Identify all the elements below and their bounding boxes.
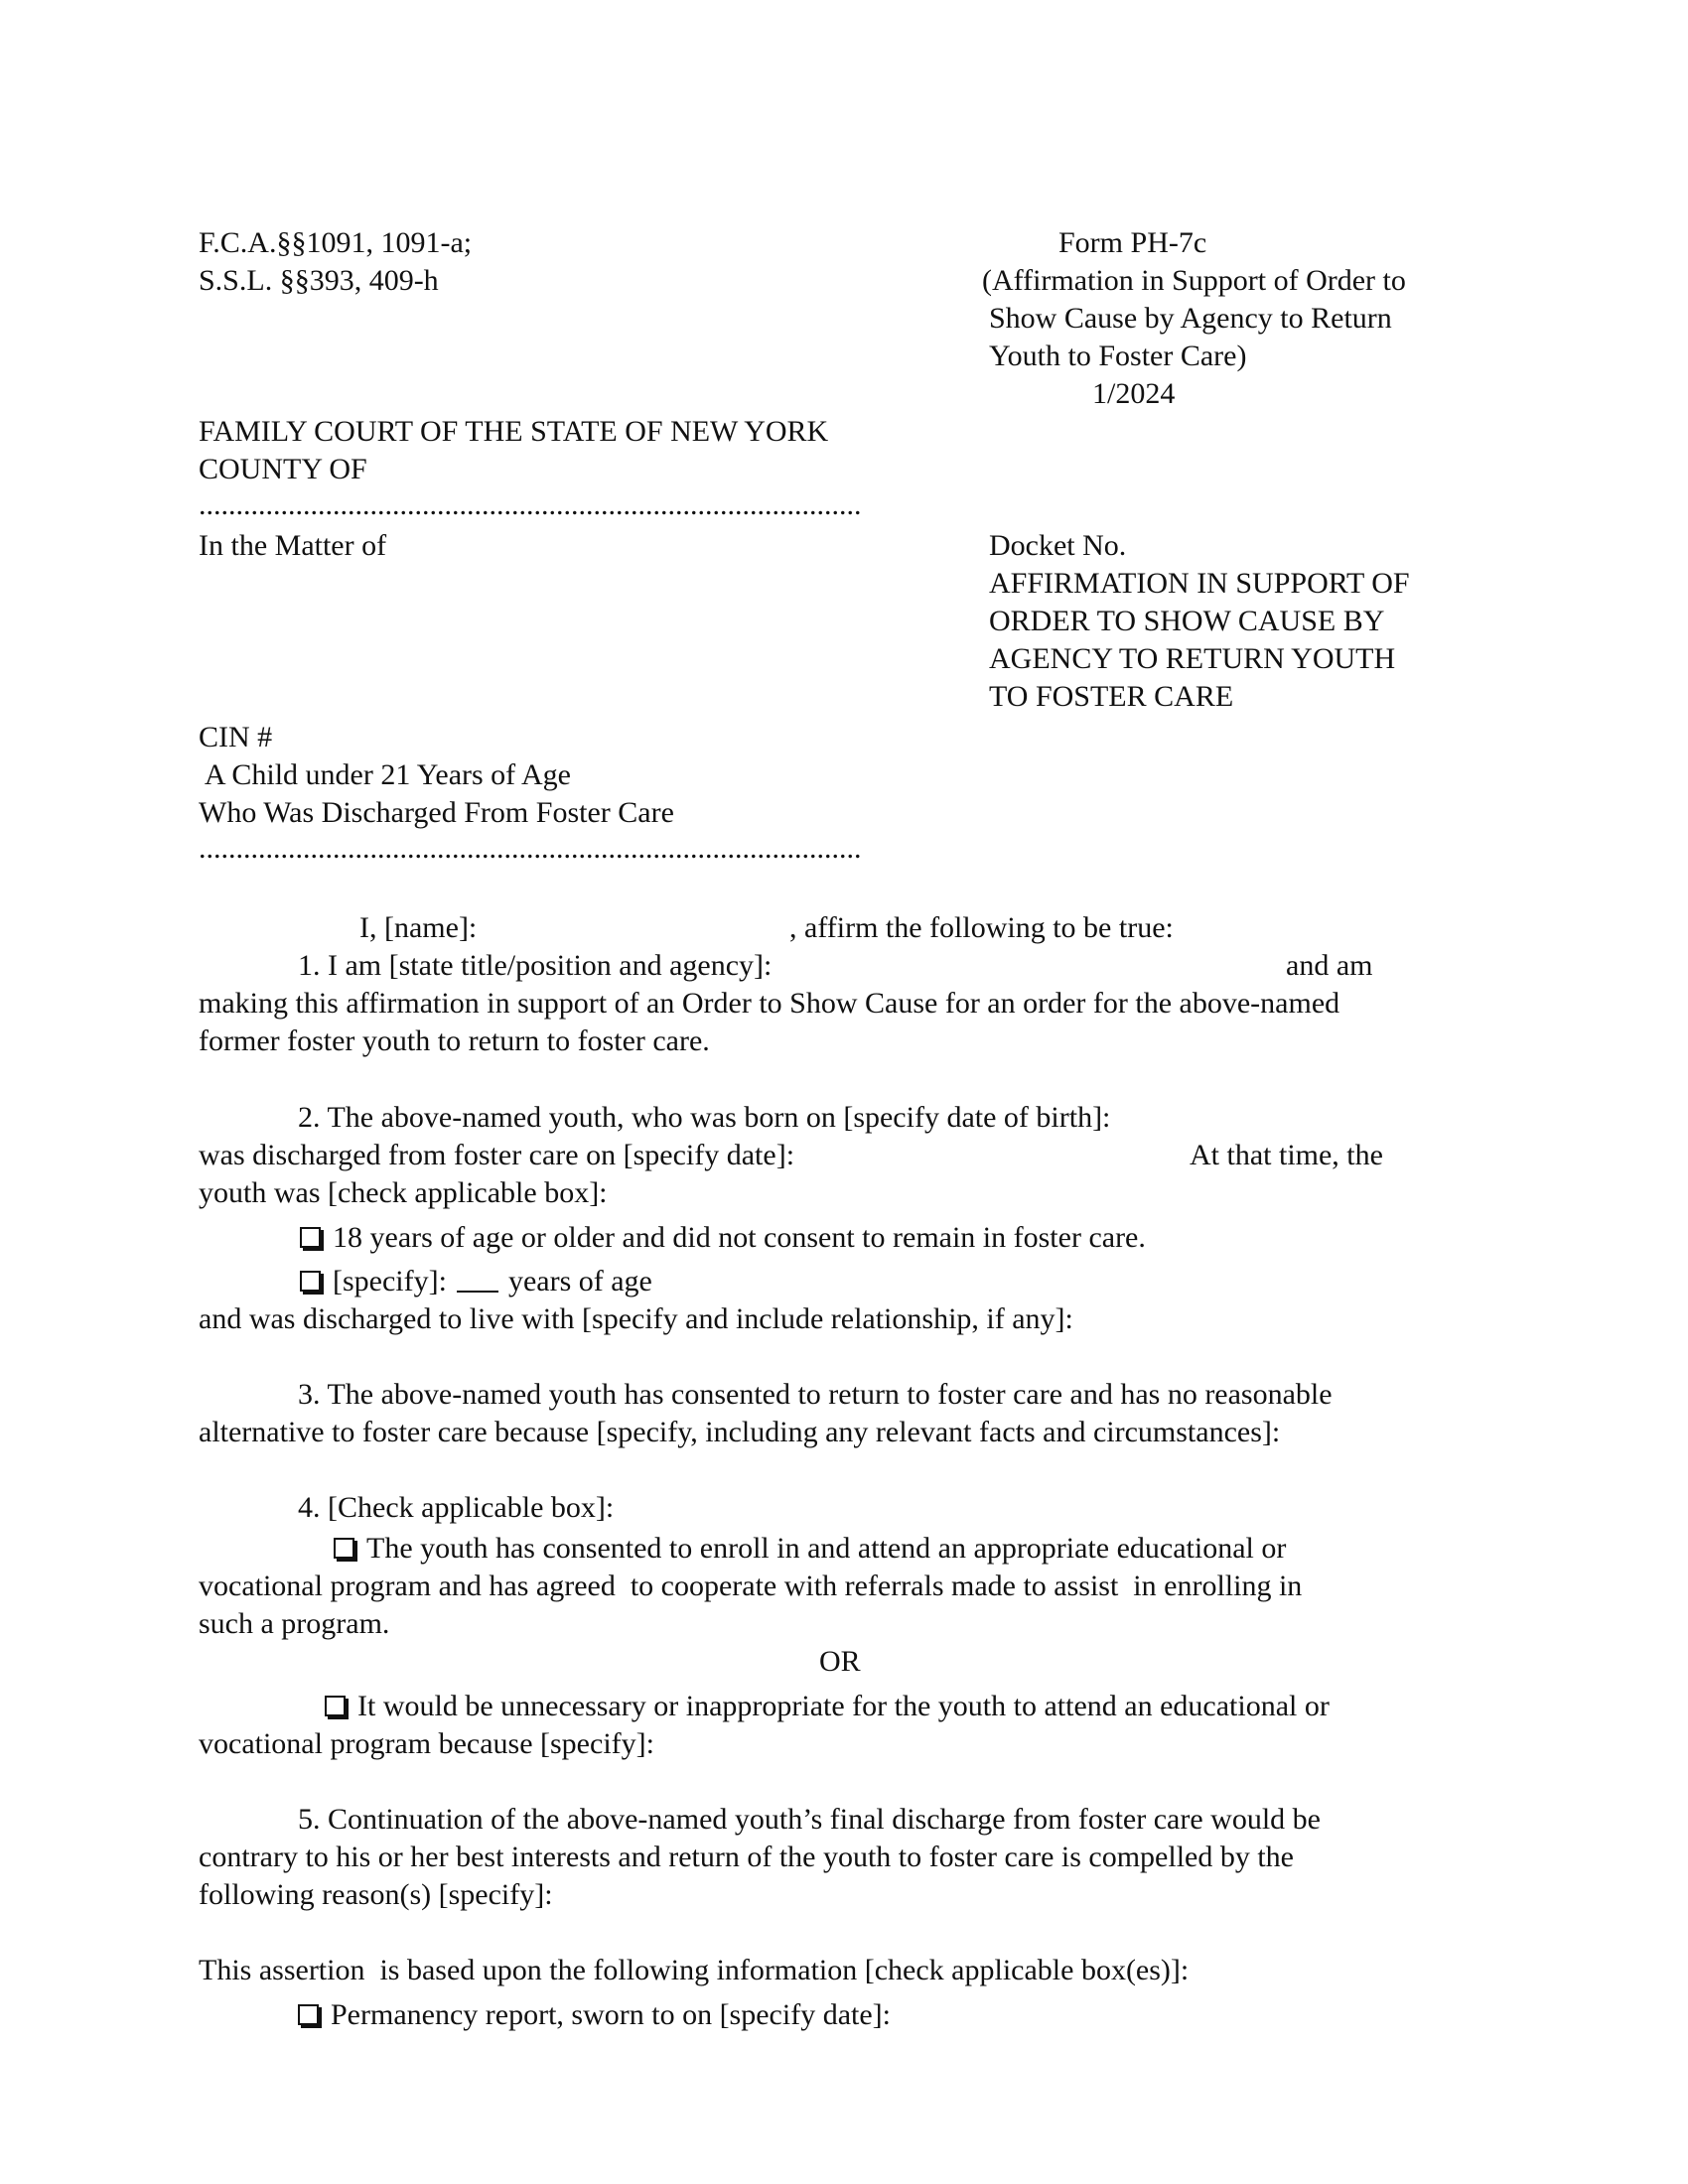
form-date: 1/2024 <box>1092 377 1176 410</box>
p1-line1-left: 1. I am [state title/position and agency]: <box>298 949 773 982</box>
p4-option2-line: vocational program because [specify]: <box>199 1727 654 1760</box>
checkbox-permanency-report[interactable] <box>298 2004 319 2025</box>
document-title-line: AFFIRMATION IN SUPPORT OF <box>989 567 1410 600</box>
p2-line3: youth was [check applicable box]: <box>199 1176 608 1209</box>
p3-line: alternative to foster care because [specify, including any relevant facts and circumstances]: <box>199 1416 1281 1448</box>
age-blank[interactable] <box>457 1265 498 1293</box>
form-number: Form PH-7c <box>1058 226 1207 259</box>
form-description-line: Youth to Foster Care) <box>989 340 1247 372</box>
document-title <box>989 565 1410 716</box>
p4-option1-first <box>334 1530 1286 1568</box>
statute-line: S.S.L. §§393, 409-h <box>199 264 439 297</box>
p4-option2-line: It would be unnecessary or inappropriate for the youth to attend an educational or <box>357 1690 1330 1722</box>
p2-option2-label: [specify]: <box>333 1265 447 1297</box>
p1-line: making this affirmation in support of an Order to Show Cause for an order for the above-named <box>199 987 1340 1020</box>
p1-lines <box>199 985 1339 1060</box>
child-description-line: A Child under 21 Years of Age <box>199 758 571 791</box>
cin-label: CIN # <box>199 721 273 753</box>
county-label: COUNTY OF <box>199 453 367 485</box>
court-name: FAMILY COURT OF THE STATE OF NEW YORK <box>199 415 829 448</box>
p2-line1: 2. The above-named youth, who was born on [specify date of birth]: <box>298 1101 1111 1134</box>
p2-option1 <box>300 1219 1146 1257</box>
p4-option1-line: The youth has consented to enroll in and attend an appropriate educational or <box>366 1532 1287 1565</box>
p4-option1-line: vocational program and has agreed to cooperate with referrals made to assist in enrolling in <box>199 1570 1303 1602</box>
p4-option1-line: such a program. <box>199 1607 390 1640</box>
checkbox-specify-age[interactable] <box>300 1271 321 1292</box>
intro-affirm-text: , affirm the following to be true: <box>789 911 1174 944</box>
p1-line: former foster youth to return to foster care. <box>199 1024 710 1057</box>
p4-option2-first <box>325 1688 1330 1725</box>
or-label: OR <box>819 1645 861 1678</box>
p5-line: 5. Continuation of the above-named youth’s final discharge from foster care would be <box>298 1803 1321 1836</box>
p2-line-after: and was discharged to live with [specify and include relationship, if any]: <box>199 1302 1073 1335</box>
p2-line2-right: At that time, the <box>1190 1139 1383 1171</box>
checkbox-program-unnecessary[interactable] <box>325 1696 346 1716</box>
p5-line: following reason(s) [specify]: <box>199 1878 553 1911</box>
statutes <box>199 224 472 300</box>
intro-name-label: I, [name]: <box>359 911 478 944</box>
permanency-option <box>298 1996 891 2034</box>
matter-label: In the Matter of <box>199 529 387 562</box>
statute-line: F.C.A.§§1091, 1091-a; <box>199 226 473 259</box>
docket-label: Docket No. <box>989 529 1127 562</box>
dotted-rule-top: ......................................................................................... <box>199 488 862 521</box>
document-title-line: ORDER TO SHOW CAUSE BY <box>989 605 1385 637</box>
document-title-line: TO FOSTER CARE <box>989 680 1234 713</box>
p2-option2-suffix: years of age <box>507 1265 652 1297</box>
checkbox-18-or-older[interactable] <box>300 1227 321 1248</box>
p2-option1-text: 18 years of age or older and did not consent to remain in foster care. <box>333 1221 1146 1254</box>
permanency-text: Permanency report, sworn to on [specify date]: <box>331 1998 891 2031</box>
p3-line: 3. The above-named youth has consented to return to foster care and has no reasonable <box>298 1378 1333 1411</box>
p2-option2 <box>300 1263 652 1300</box>
dotted-rule-bottom: ......................................................................................... <box>199 832 862 865</box>
p5-line: contrary to his or her best interests and return of the youth to foster care is compelled by the <box>199 1841 1294 1873</box>
assertion-line: This assertion is based upon the following information [check applicable box(es)]: <box>199 1954 1190 1986</box>
form-description-line: Show Cause by Agency to Return <box>989 302 1392 335</box>
checkbox-educational-program[interactable] <box>334 1538 354 1559</box>
p2-line2-left: was discharged from foster care on [specify date]: <box>199 1139 795 1171</box>
form-description-line: (Affirmation in Support of Order to <box>982 264 1406 297</box>
document-title-line: AGENCY TO RETURN YOUTH <box>989 642 1396 675</box>
p4-heading: 4. [Check applicable box]: <box>298 1491 615 1524</box>
child-description-line: Who Was Discharged From Foster Care <box>199 796 674 829</box>
p1-line1-right: and am <box>1286 949 1373 982</box>
